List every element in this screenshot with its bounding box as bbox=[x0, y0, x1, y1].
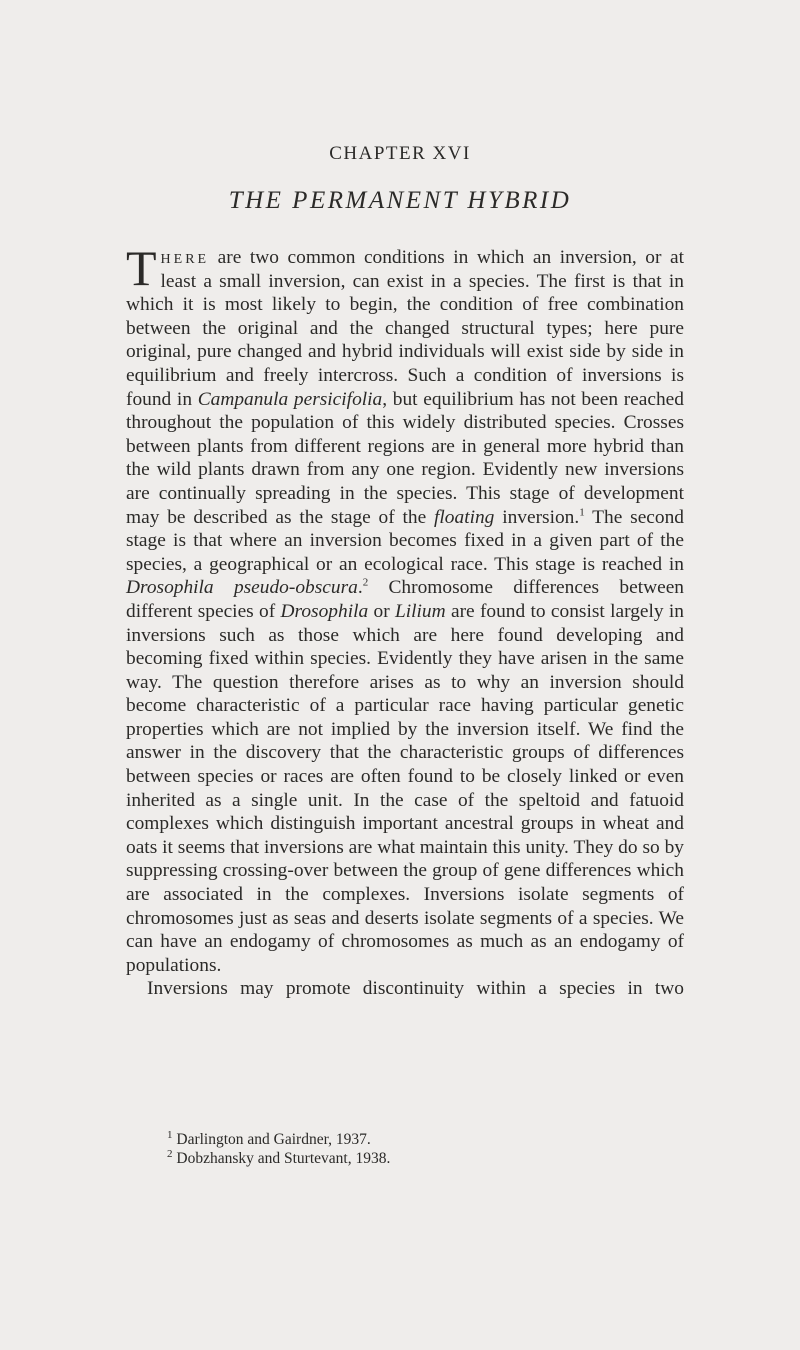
footnote-text: Darlington and Gairdner, 1937. bbox=[176, 1131, 371, 1148]
species-name-campanula: Campanula persicifolia bbox=[197, 388, 383, 410]
footnote-reference-2: 2 bbox=[362, 576, 369, 589]
paragraph-1-text-e: . bbox=[357, 577, 363, 599]
species-name-drosophila-pseudo-obscura: Drosophila pseudo-obscura bbox=[126, 577, 358, 599]
body-text bbox=[126, 240, 685, 1001]
footnote-reference-1: 1 bbox=[579, 506, 585, 519]
drop-cap: T bbox=[126, 240, 157, 296]
footnote-text: Dobzhansky and Sturtevant, 1938. bbox=[176, 1150, 391, 1167]
footnote bbox=[167, 1149, 667, 1168]
genus-name-lilium: Lilium bbox=[394, 600, 446, 622]
genus-name-drosophila: Drosophila bbox=[280, 600, 369, 622]
chapter-number: CHAPTER XVI bbox=[329, 143, 471, 164]
footnote-mark: 1 bbox=[167, 1128, 173, 1141]
footnote-mark: 2 bbox=[167, 1147, 173, 1160]
footnotes bbox=[167, 1130, 667, 1168]
paragraph-1-text-b: , but equilibrium has not been reached throughout the population of this widely distributed species. Crosses between plants from different regions are in general more hybrid than the wild plants drawn from any one region. Evidently new inversions are continually spreading in the species. This stage of development may be described as the stage of the bbox=[126, 388, 684, 528]
paragraph-1-text-g: or bbox=[368, 600, 395, 622]
paragraph-1-text-h: are found to consist largely in inversions such as those which are here found developing and becoming fixed within species. Evidently they have arisen in the same way. The question therefore arises as to why an inversion should become characteristic of a particular race having particular genetic properties which are not implied by the inversion itself. We find the answer in the discovery that the characteristic groups of differences between species or races are often found to be closely linked or even inherited as a single unit. In the case of the speltoid and fatuoid complexes which distinguish important ancestral groups in wheat and oats it seems that inversions are what maintain this unity. They do so by suppressing crossing-over between the group of gene differences which are associated in the complexes. Inversions isolate segments of chromosomes just as seas and deserts isolate segments of a species. We can have an endogamy of chromosomes as much as an endogamy of populations. bbox=[126, 600, 685, 976]
paragraph-1-text-a: are two common conditions in which an inversion, or at least a small inversion, can exist in a species. The first is that in which it is most likely to begin, the condition of free combination between the original and the changed structural types; here pure original, pure changed and hybrid individuals will exist side by side in equilibrium and freely intercross. Such a condition of inversions is found in bbox=[126, 247, 684, 410]
term-floating: floating bbox=[434, 506, 495, 528]
paragraph-2: Inversions may promote discontinuity within a species in two bbox=[147, 978, 684, 1000]
paragraph-1-text-c: inversion. bbox=[494, 506, 580, 528]
paragraph-1-text-f: Chromosome differences between different species of bbox=[126, 577, 684, 622]
paragraph-1-text-d: The second stage is that where an inversion becomes fixed in a given part of the species, a geographical or an ecological race. This stage is reached in bbox=[126, 506, 684, 575]
footnote bbox=[167, 1130, 667, 1149]
chapter-title: THE PERMANENT HYBRID bbox=[228, 187, 572, 214]
opening-small-caps: here bbox=[160, 247, 210, 268]
paragraph-1 bbox=[126, 240, 685, 977]
